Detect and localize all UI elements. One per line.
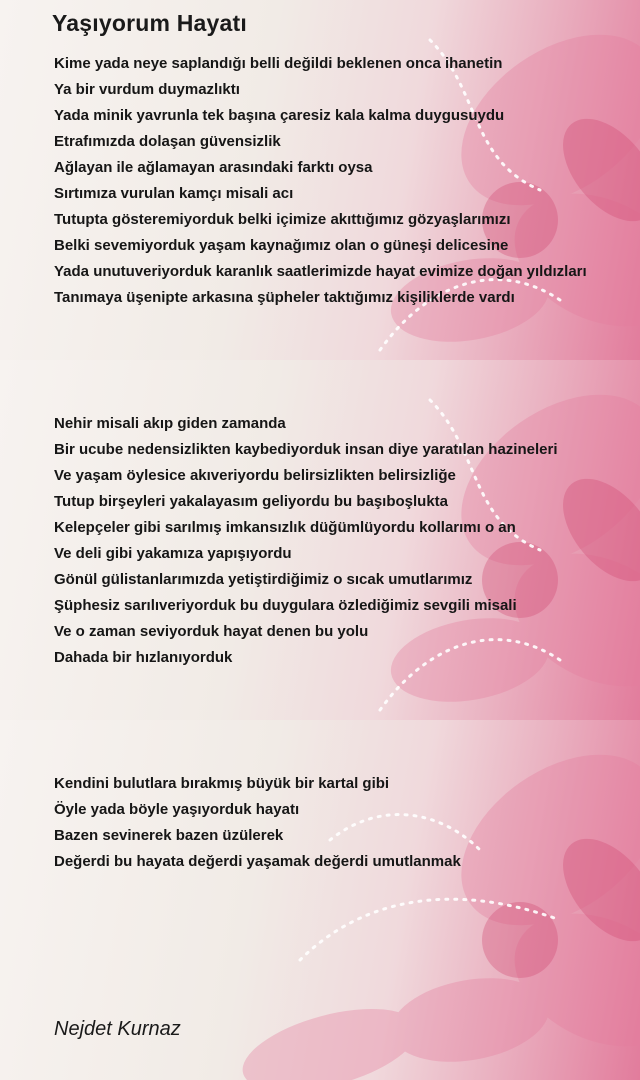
- poem-line: Nehir misali akıp giden zamanda: [54, 415, 286, 432]
- poem-line: Öyle yada böyle yaşıyorduk hayatı: [54, 801, 300, 818]
- poem-line: Bir ucube nedensizlikten kaybediyorduk insan diye yaratılan hazineleri: [54, 441, 558, 458]
- poem-line: Ya bir vurdum duymazlıktı: [54, 81, 240, 98]
- poem-line: Tanımaya üşenipte arkasına şüpheler taktığımız kişiliklerde vardı: [54, 289, 515, 306]
- poem-title: Yaşıyorum Hayatı: [52, 10, 247, 36]
- poem-line: Kelepçeler gibi sarılmış imkansızlık düğümlüyordu kollarımı o an: [54, 519, 516, 536]
- poem-line: Dahada bir hızlanıyorduk: [54, 649, 233, 666]
- poem-line: Gönül gülistanlarımızda yetiştirdiğimiz o sıcak umutlarımız: [54, 571, 473, 588]
- poem-line: Değerdi bu hayata değerdi yaşamak değerdi umutlanmak: [54, 853, 461, 870]
- poem-line: Yada unutuveriyorduk karanlık saatlerimizde hayat evimize doğan yıldızları: [54, 263, 587, 280]
- poem-line: Sırtımıza vurulan kamçı misali acı: [54, 185, 294, 202]
- poem-line: Kime yada neye saplandığı belli değildi beklenen onca ihanetin: [54, 55, 503, 72]
- poem-line: Ve deli gibi yakamıza yapışıyordu: [54, 545, 292, 562]
- poem-line: Yada minik yavrunla tek başına çaresiz kala kalma duygusuydu: [54, 107, 505, 124]
- poem-line: Belki sevemiyorduk yaşam kaynağımız olan o güneşi delicesine: [54, 237, 509, 254]
- poem-author: Nejdet Kurnaz: [54, 1018, 181, 1040]
- poem-line: Ağlayan ile ağlamayan arasındaki farktı oysa: [54, 159, 373, 176]
- poem-line: Etrafımızda dolaşan güvensizlik: [54, 133, 281, 150]
- poem-line: Bazen sevinerek bazen üzülerek: [54, 827, 284, 844]
- stanza-1: [54, 51, 587, 311]
- poem-line: Kendini bulutlara bırakmış büyük bir kartal gibi: [54, 775, 390, 792]
- poem-line: Şüphesiz sarılıveriyorduk bu duygulara özlediğimiz sevgili misali: [54, 597, 517, 614]
- poem-line: Ve o zaman seviyorduk hayat denen bu yolu: [54, 623, 369, 640]
- poem-line: Ve yaşam öylesice akıveriyordu belirsizlikten belirsizliğe: [54, 467, 456, 484]
- poem-line: Tutupta gösteremiyorduk belki içimize akıttığımız gözyaşlarımızı: [54, 211, 511, 228]
- poem-line: Tutup birşeyleri yakalayasım geliyordu bu başıboşlukta: [54, 493, 449, 510]
- stanza-3: [54, 771, 461, 875]
- stanza-2: [54, 411, 558, 671]
